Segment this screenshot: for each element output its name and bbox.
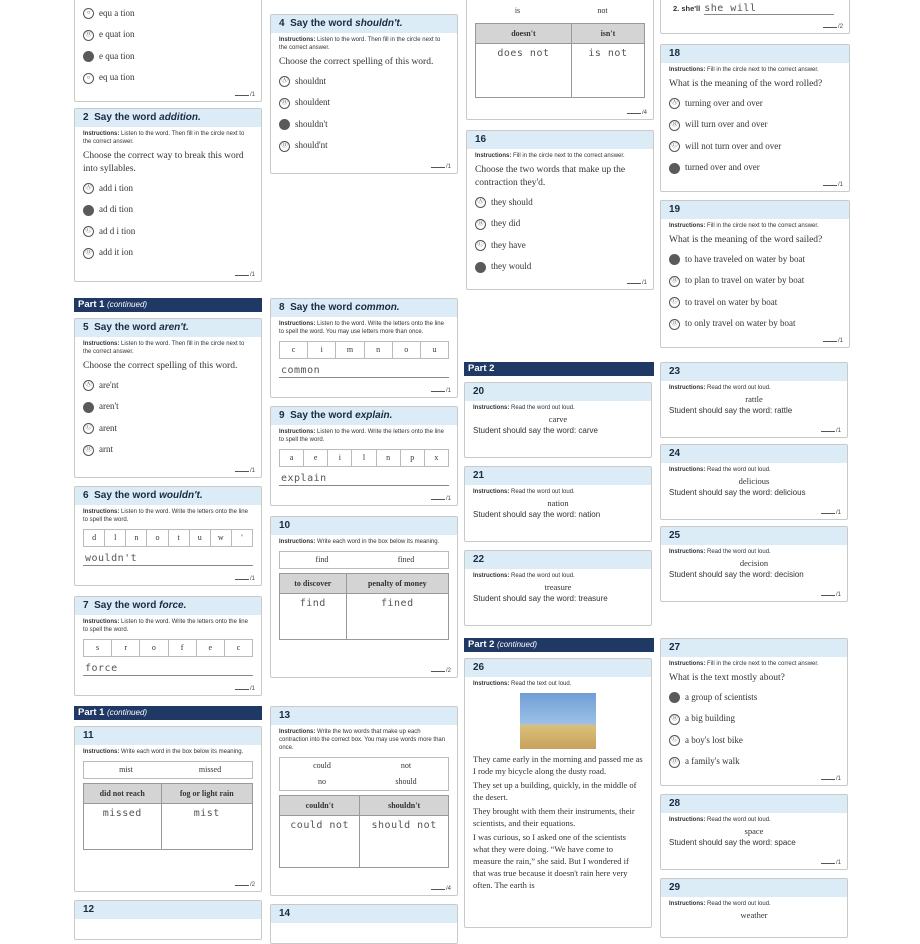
question-card-29 bbox=[660, 878, 848, 938]
sort-table bbox=[279, 573, 449, 640]
question-header: 11 bbox=[75, 727, 261, 745]
question-card-16 bbox=[466, 130, 654, 290]
answer-bubble[interactable]: Ⓒ bbox=[475, 240, 486, 251]
question-card-14 bbox=[270, 904, 458, 944]
answer-line[interactable]: force bbox=[83, 660, 253, 676]
option-d[interactable]: Ⓓ a family's walk bbox=[661, 751, 847, 772]
question-card-27 bbox=[660, 638, 848, 786]
option-c[interactable]: ● shouldn't bbox=[271, 114, 457, 135]
read-word: nation bbox=[547, 498, 569, 508]
column-header: penalty of money bbox=[346, 574, 448, 594]
question-card-9 bbox=[270, 406, 458, 506]
score-blank: /1 bbox=[627, 280, 647, 286]
option-c[interactable] bbox=[75, 46, 261, 67]
read-word: rattle bbox=[745, 394, 763, 404]
column-header: couldn't bbox=[280, 796, 360, 816]
question-header: 4 Say the word shouldn't. bbox=[271, 15, 457, 33]
question-card-8 bbox=[270, 298, 458, 398]
answer-bubble[interactable]: Ⓑ bbox=[279, 98, 290, 109]
option-a[interactable]: Ⓐ turning over and over bbox=[661, 93, 849, 114]
answer-bubble-filled[interactable]: ● bbox=[669, 692, 680, 703]
question-card-12 bbox=[74, 900, 262, 940]
answer-bubble[interactable]: Ⓐ bbox=[83, 183, 94, 194]
contraction-line: 2. she'll she will bbox=[661, 0, 849, 15]
question-header: 14 bbox=[271, 905, 457, 923]
answer-bubble[interactable]: Ⓑ bbox=[669, 120, 680, 131]
answer-bubble[interactable]: Ⓐ bbox=[83, 380, 94, 391]
section-banner-part-2: Part 2 (continued) bbox=[464, 638, 654, 652]
question-card-1 bbox=[74, 0, 262, 102]
letter-bank: s r o f e c bbox=[83, 639, 253, 657]
option-b[interactable]: Ⓑ a big building bbox=[661, 708, 847, 729]
answer-bubble[interactable]: Ⓑ bbox=[669, 276, 680, 287]
answer-bubble-filled[interactable]: ● bbox=[83, 205, 94, 216]
instructions: Instructions: Read the word out loud. bbox=[669, 901, 771, 907]
score-blank: /1 bbox=[235, 468, 255, 474]
answer-bubble[interactable]: Ⓐ bbox=[475, 197, 486, 208]
instructions: Instructions: Listen to the word. Then fill in the circle next to the correct answer. bbox=[83, 131, 245, 145]
section-banner-part-2: Part 2 bbox=[464, 362, 654, 376]
score-blank: /1 bbox=[235, 92, 255, 98]
question-text: Choose the correct spelling of this word. bbox=[279, 57, 434, 67]
option-a[interactable]: Ⓐ they should bbox=[467, 192, 653, 213]
score-blank: /1 bbox=[821, 776, 841, 782]
option-a[interactable] bbox=[75, 3, 261, 24]
option-a[interactable]: ● to have traveled on water by boat bbox=[661, 249, 849, 270]
answer-bubble[interactable]: Ⓓ bbox=[83, 248, 94, 259]
option-c[interactable]: Ⓒ to travel on water by boat bbox=[661, 292, 849, 313]
option-d[interactable]: Ⓓ arnt bbox=[75, 439, 261, 460]
score-blank: /4 bbox=[627, 110, 647, 116]
answer-bubble[interactable]: Ⓑ bbox=[669, 714, 680, 725]
score-blank: /2 bbox=[235, 882, 255, 888]
question-card-23 bbox=[660, 362, 848, 438]
option-c[interactable]: Ⓒ will not turn over and over bbox=[661, 136, 849, 157]
instructions: Instructions: Listen to the word. Write the letters onto the line to spell the word. bbox=[83, 509, 248, 523]
question-card-21 bbox=[464, 466, 652, 542]
option-b[interactable]: Ⓑ to plan to travel on water by boat bbox=[661, 270, 849, 291]
question-header: 29 bbox=[661, 879, 847, 897]
letter-bank: d l n o t u w ' bbox=[83, 529, 253, 547]
answer-cell[interactable]: should not bbox=[360, 816, 449, 868]
answer-bubble-filled[interactable]: ● bbox=[279, 119, 290, 130]
answer-bubble[interactable]: Ⓑ bbox=[475, 219, 486, 230]
read-word: treasure bbox=[544, 582, 572, 592]
answer-cell[interactable]: missed bbox=[84, 804, 162, 850]
question-header: 28 bbox=[661, 795, 847, 813]
score-blank: /4 bbox=[431, 886, 451, 892]
question-card-24 bbox=[660, 444, 848, 520]
sort-table bbox=[83, 783, 253, 850]
question-header: 8 Say the word common. bbox=[271, 299, 457, 317]
option-a[interactable]: ● a group of scientists bbox=[661, 687, 847, 708]
question-header: 27 bbox=[661, 639, 847, 657]
score-blank: /1 bbox=[823, 338, 843, 344]
answer-bubble[interactable]: Ⓒ bbox=[669, 141, 680, 152]
question-card-4 bbox=[270, 14, 458, 174]
option-d[interactable] bbox=[75, 67, 261, 88]
answer-bubble[interactable]: Ⓒ bbox=[669, 735, 680, 746]
option-text: e qua tion bbox=[99, 50, 135, 61]
question-card-18 bbox=[660, 44, 850, 192]
instructions: Instructions: Listen to the word. Write the letters onto the line to spell the word. bbox=[83, 619, 248, 633]
option-b[interactable]: Ⓑ they did bbox=[467, 213, 653, 234]
answer-bubble-filled[interactable]: ● bbox=[83, 402, 94, 413]
instructions: Instructions: Listen to the word. Then fill in the circle next to the correct answer. bbox=[279, 37, 441, 51]
options bbox=[75, 0, 261, 89]
question-header: 22 bbox=[465, 551, 651, 569]
letter-bank: a e i l n p x bbox=[279, 449, 449, 467]
instructions: Instructions: Read the word out loud. bbox=[669, 467, 771, 473]
instructions: Instructions: Listen to the word. Write the letters onto the line to spell the word. bbox=[279, 429, 444, 443]
score-blank: /1 bbox=[235, 686, 255, 692]
answer-line[interactable]: common bbox=[279, 362, 449, 378]
option-c[interactable]: Ⓒ they have bbox=[467, 235, 653, 256]
instructions: Instructions: Fill in the circle next to the correct answer. bbox=[669, 223, 819, 229]
word-bank: is not bbox=[514, 6, 608, 15]
answer-bubble[interactable]: Ⓓ bbox=[669, 319, 680, 330]
column-header: isn't bbox=[571, 24, 644, 44]
question-card-22 bbox=[464, 550, 652, 626]
option-d[interactable]: ● they would bbox=[467, 256, 653, 277]
question-card-11 bbox=[74, 726, 262, 892]
score-blank: /1 bbox=[821, 860, 841, 866]
option-b[interactable]: Ⓑ will turn over and over bbox=[661, 114, 849, 135]
instructions: Instructions: Read the word out loud. bbox=[473, 573, 575, 579]
score-blank: /1 bbox=[821, 428, 841, 434]
column-header: doesn't bbox=[476, 24, 572, 44]
option-d[interactable]: ● turned over and over bbox=[661, 157, 849, 178]
answer-bubble[interactable]: Ⓐ bbox=[669, 98, 680, 109]
score-blank: /1 bbox=[823, 182, 843, 188]
option-d[interactable]: Ⓓ to only travel on water by boat bbox=[661, 313, 849, 334]
option-a[interactable]: Ⓐ add i tion bbox=[75, 178, 261, 199]
answer-bubble[interactable]: Ⓐ bbox=[279, 76, 290, 87]
letter-bank: c i m n o u bbox=[279, 341, 449, 359]
answer-cell[interactable]: mist bbox=[161, 804, 252, 850]
question-header: 9 Say the word explain. bbox=[271, 407, 457, 425]
question-card-6 bbox=[74, 486, 262, 586]
question-header: 23 bbox=[661, 363, 847, 381]
score-blank: /1 bbox=[431, 496, 451, 502]
score-blank: /1 bbox=[235, 272, 255, 278]
read-word: weather bbox=[740, 910, 768, 920]
section-banner-part-1: Part 1 (continued) bbox=[74, 298, 262, 312]
score-blank: /1 bbox=[431, 388, 451, 394]
column-header: did not reach bbox=[84, 784, 162, 804]
question-header: 19 bbox=[661, 201, 849, 219]
answer-bubble[interactable]: ○ bbox=[83, 73, 94, 84]
instructions: Instructions: Fill in the circle next to the correct answer. bbox=[475, 153, 625, 159]
scoring-note: Student should say the word: rattle bbox=[669, 406, 793, 415]
question-card-19 bbox=[660, 200, 850, 348]
instructions: Instructions: Listen to the word. Then fill in the circle next to the correct answer. bbox=[83, 341, 245, 355]
instructions: Instructions: Read the word out loud. bbox=[669, 549, 771, 555]
question-header: 26 bbox=[465, 659, 651, 677]
question-card-2 bbox=[74, 108, 262, 282]
option-text: eq ua tion bbox=[99, 72, 135, 83]
answer-bubble-filled[interactable]: ● bbox=[669, 254, 680, 265]
scoring-note: Student should say the word: treasure bbox=[473, 594, 608, 603]
answer-cell[interactable]: is not bbox=[571, 44, 644, 98]
instructions: Instructions: Read the word out loud. bbox=[473, 489, 575, 495]
answer-bubble[interactable]: Ⓓ bbox=[83, 445, 94, 456]
question-header: 25 bbox=[661, 527, 847, 545]
instructions: Instructions: Fill in the circle next to the correct answer. bbox=[669, 67, 819, 73]
question-header: 5 Say the word aren't. bbox=[75, 319, 261, 337]
section-banner-part-1: Part 1 (continued) bbox=[74, 706, 262, 720]
option-d[interactable]: Ⓓ should'nt bbox=[271, 135, 457, 156]
read-word: space bbox=[744, 826, 764, 836]
answer-bubble[interactable]: Ⓓ bbox=[669, 757, 680, 768]
question-header: 13 bbox=[271, 707, 457, 725]
answer-bubble[interactable]: Ⓓ bbox=[279, 141, 290, 152]
passage-paragraph: They came early in the morning and passed me as I rode my bicycle along the dusty road. bbox=[473, 754, 643, 776]
question-card-28 bbox=[660, 794, 848, 870]
question-card-7 bbox=[74, 596, 262, 696]
instructions: Instructions: Write each word in the box below its meaning. bbox=[279, 539, 440, 545]
question-text: Choose the correct way to break this word into syllables. bbox=[83, 151, 244, 174]
scoring-note: Student should say the word: carve bbox=[473, 426, 598, 435]
question-card-13 bbox=[270, 706, 458, 896]
score-blank: /1 bbox=[821, 510, 841, 516]
scoring-note: Student should say the word: decision bbox=[669, 570, 804, 579]
read-word: decision bbox=[739, 558, 769, 568]
option-c[interactable]: Ⓒ a boy's lost bike bbox=[661, 730, 847, 751]
sort-table bbox=[279, 795, 449, 868]
question-header: 2 Say the word addition. bbox=[75, 109, 261, 127]
question-card-26 bbox=[464, 658, 652, 928]
question-text: What is the text mostly about? bbox=[669, 673, 785, 683]
option-a[interactable]: Ⓐ shouldnt bbox=[271, 71, 457, 92]
answer-cell[interactable]: fined bbox=[346, 594, 448, 640]
question-card-5 bbox=[74, 318, 262, 478]
sort-table bbox=[475, 23, 645, 98]
question-card-17 bbox=[660, 0, 850, 34]
scoring-note: Student should say the word: delicious bbox=[669, 488, 806, 497]
answer-bubble[interactable]: Ⓒ bbox=[83, 423, 94, 434]
answer-line[interactable]: wouldn't bbox=[83, 550, 253, 566]
question-card-25 bbox=[660, 526, 848, 602]
option-text: equ a tion bbox=[99, 8, 135, 18]
answer-cell[interactable]: could not bbox=[280, 816, 360, 868]
column-header: fog or light rain bbox=[161, 784, 252, 804]
instructions: Instructions: Read the word out loud. bbox=[669, 817, 771, 823]
option-a[interactable]: Ⓐ are'nt bbox=[75, 375, 261, 396]
answer-line[interactable]: explain bbox=[279, 470, 449, 486]
instructions: Instructions: Read the word out loud. bbox=[669, 385, 771, 391]
question-header: 7 Say the word force. bbox=[75, 597, 261, 615]
answer-bubble[interactable]: Ⓒ bbox=[669, 297, 680, 308]
passage-paragraph: They brought with them their instruments, their scientists, and their equations. bbox=[473, 806, 635, 828]
instructions: Instructions: Write the two words that make up each contraction into the correct box. You may use words more than once. bbox=[279, 729, 446, 751]
read-word: carve bbox=[548, 414, 568, 424]
answer-cell[interactable]: find bbox=[280, 594, 347, 640]
question-header: 6 Say the word wouldn't. bbox=[75, 487, 261, 505]
word-bank: mist missed bbox=[83, 761, 253, 779]
option-c[interactable]: Ⓒ ad d i tion bbox=[75, 221, 261, 242]
answer-bubble-filled[interactable]: ● bbox=[83, 51, 94, 62]
word-bank: find fined bbox=[279, 551, 449, 569]
answer-line[interactable]: she will bbox=[704, 3, 834, 15]
option-b[interactable]: ● ad di tion bbox=[75, 199, 261, 220]
question-card-10 bbox=[270, 516, 458, 678]
instructions: Instructions: Fill in the circle next to the correct answer. bbox=[669, 661, 819, 667]
instructions: Instructions: Read the text out loud. bbox=[473, 681, 572, 687]
question-text: What is the meaning of the word rolled? bbox=[669, 79, 823, 89]
option-b[interactable] bbox=[75, 24, 261, 45]
question-header: 24 bbox=[661, 445, 847, 463]
answer-bubble[interactable]: ○ bbox=[83, 8, 94, 19]
score-blank: /1 bbox=[821, 592, 841, 598]
word-bank: could not no should bbox=[279, 757, 449, 791]
read-word: delicious bbox=[738, 476, 770, 486]
instructions: Instructions: Listen to the word. Write the letters onto the line to spell the word. You may use letters more than once. bbox=[279, 321, 444, 335]
question-text: What is the meaning of the word sailed? bbox=[669, 235, 823, 245]
option-b[interactable]: ● aren't bbox=[75, 396, 261, 417]
answer-bubble-filled[interactable]: ● bbox=[475, 262, 486, 273]
instructions: Instructions: Write each word in the box below its meaning. bbox=[83, 749, 244, 755]
score-blank: /2 bbox=[823, 24, 843, 30]
question-header: 12 bbox=[75, 901, 261, 919]
question-header: 18 bbox=[661, 45, 849, 63]
option-c[interactable]: Ⓒ arent bbox=[75, 418, 261, 439]
score-blank: /2 bbox=[431, 668, 451, 674]
column-header: shouldn't bbox=[360, 796, 449, 816]
column-header: to discover bbox=[280, 574, 347, 594]
answer-bubble[interactable]: Ⓒ bbox=[83, 226, 94, 237]
option-text: e quat ion bbox=[99, 29, 135, 40]
instructions: Instructions: Read the word out loud. bbox=[473, 405, 575, 411]
scoring-note: Student should say the word: nation bbox=[473, 510, 601, 519]
answer-bubble-filled[interactable]: ● bbox=[669, 163, 680, 174]
answer-cell[interactable]: does not bbox=[476, 44, 572, 98]
question-card-contractions bbox=[466, 0, 654, 120]
question-header: 10 bbox=[271, 517, 457, 535]
score-blank: /1 bbox=[235, 576, 255, 582]
question-header: 21 bbox=[465, 467, 651, 485]
question-header: 20 bbox=[465, 383, 651, 401]
option-d[interactable]: Ⓓ add it ion bbox=[75, 242, 261, 263]
passage-paragraph: They set up a building, quickly, in the middle of the desert. bbox=[473, 780, 637, 802]
passage-paragraph: I was curious, so I asked one of the scientists what they were doing. “We have come to measure the rain,” she said. But I wondered if that was true because it doesn't rain here very often. The earth is bbox=[473, 832, 629, 890]
desert-rain-illustration bbox=[520, 693, 596, 749]
question-header: 16 bbox=[467, 131, 653, 149]
score-blank: /1 bbox=[431, 164, 451, 170]
question-text: Choose the correct spelling of this word. bbox=[83, 361, 238, 371]
scoring-note: Student should say the word: space bbox=[669, 838, 796, 847]
question-card-20 bbox=[464, 382, 652, 458]
option-b[interactable]: Ⓑ shouldent bbox=[271, 92, 457, 113]
answer-bubble[interactable]: Ⓓ bbox=[83, 30, 94, 41]
question-text: Choose the two words that make up the contraction they'd. bbox=[475, 165, 626, 188]
